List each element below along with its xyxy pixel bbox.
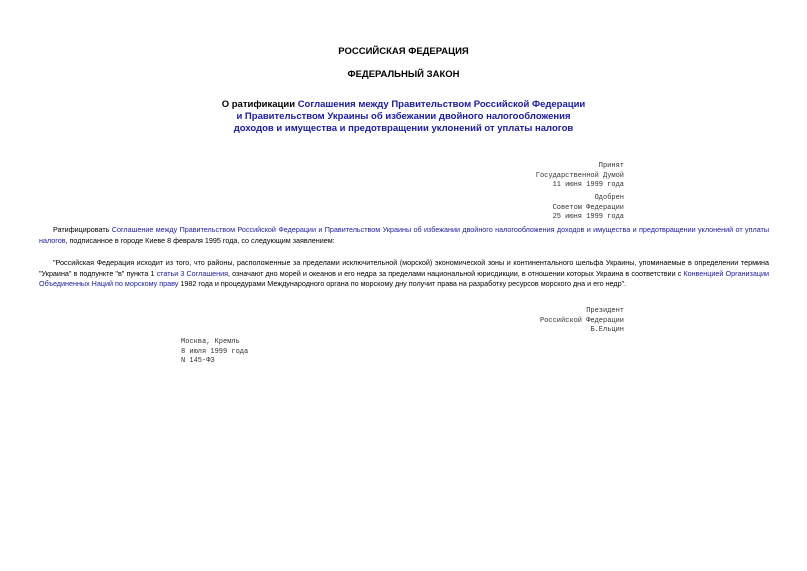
signature-line-2: Российской Федерации — [539, 316, 624, 325]
p2-text-3: 1982 года и процедурами Международного органа по морскому дну получит права на разработку ресурсов морского дна и его недр". — [178, 279, 627, 289]
un-convention-link[interactable]: Конвенцией Организации Объединенных Наций по морскому праву — [39, 268, 769, 289]
agreement-title-link[interactable]: Соглашения между Правительством Российской Федерации и Правительством Украины об избежании двойного налогообложения доходов и имущества и предотвращении уклонений от уплаты налогов — [233, 99, 586, 134]
p1-text-after: , подписанное в городе Киеве 8 февраля 1995 года, со следующим заявлением: — [65, 235, 335, 245]
document-type-heading: ФЕДЕРАЛЬНЫЙ ЗАКОН — [347, 69, 460, 80]
place-date-block — [181, 338, 248, 367]
accepted-line-1: Принят — [598, 162, 624, 170]
accepted-line-3: 11 июня 1999 года — [552, 181, 624, 189]
p2-text-1: "Российская Федерация исходит из того, что районы, расположенные за пределами исключительной (морской) экономической зоны и континентального шельфа Украины, упоминаемые в определении термина "Украина" в подпункте "в" пункта 1 — [39, 258, 769, 278]
signature-line-1: Президент — [586, 307, 624, 315]
ratification-paragraph — [39, 225, 769, 246]
place-line-1: Москва, Кремль — [181, 338, 240, 346]
p1-text-before: Ратифицировать — [53, 225, 112, 234]
approved-line-1: Одобрен — [594, 194, 624, 202]
approved-block — [553, 194, 624, 223]
statement-paragraph — [39, 258, 769, 290]
approved-line-2: Советом Федерации — [552, 203, 624, 212]
accepted-block — [536, 162, 624, 191]
approved-line-3: 25 июня 1999 года — [552, 213, 624, 221]
agreement-link[interactable]: Соглашение между Правительством Российской Федерации и Правительством Украины об избежании двойного налогообложения доходов и имущества и предотвращении уклонений от уплаты налогов — [39, 225, 769, 245]
place-line-2: 8 июля 1999 года — [181, 347, 249, 356]
article-3-link[interactable]: статьи 3 Соглашения — [156, 268, 228, 278]
place-line-3: N 145-ФЗ — [181, 357, 215, 365]
p2-text-2: , означают дно морей и океанов и его недра за пределами национальной юрисдикции, в отношении которых Украина в соответствии с — [227, 268, 684, 278]
accepted-line-2: Государственной Думой — [535, 171, 624, 180]
signature-block — [540, 307, 624, 336]
country-heading: РОССИЙСКАЯ ФЕДЕРАЦИЯ — [338, 46, 469, 57]
signature-line-3: Б.Ельцин — [590, 326, 624, 334]
law-title — [220, 99, 587, 135]
law-title-prefix: О ратификации — [221, 99, 298, 110]
